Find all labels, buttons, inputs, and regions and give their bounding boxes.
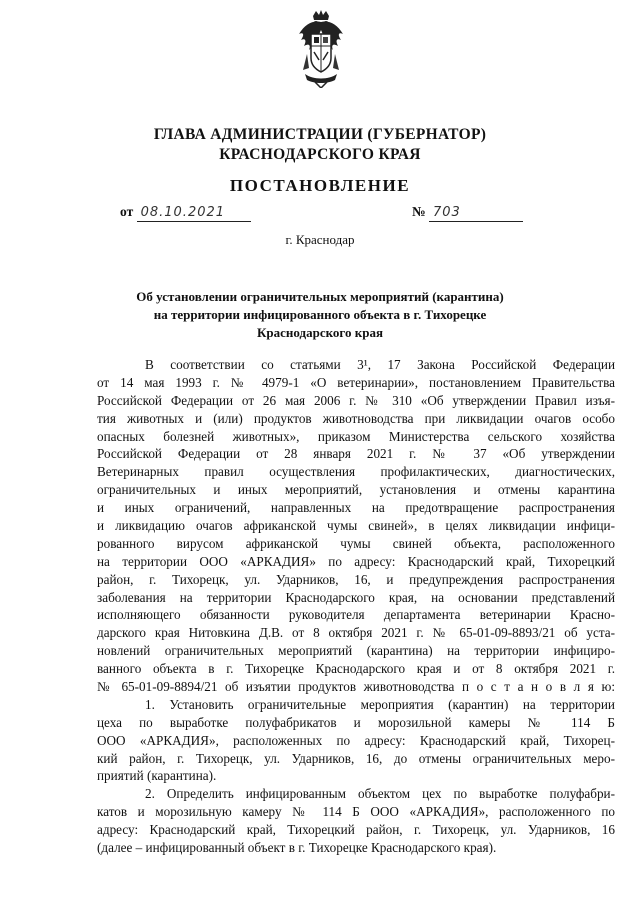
body-line: исполняющего обязанности руководителя департамента ветеринарии Красно- [97, 607, 615, 623]
body-line: кий район, г. Тихорецк, ул. Ударников, 16, до отмены ограничительных меро- [97, 750, 615, 766]
body-line: катов и морозильную камеру № 114 Б ООО «АРКАДИЯ», расположенного по [97, 804, 615, 820]
body-line: опасных болезней животных», приказом Министерства сельского хозяйства [97, 428, 615, 444]
number-field [412, 204, 523, 222]
body-line: ванного объекта в г. Тихорецке Краснодарского края и от 8 октября 2021 г. [97, 661, 615, 677]
body-line: 1. Установить ограничительные мероприятия (карантин) на территории [145, 696, 615, 712]
number-value: 703 [429, 205, 523, 222]
body-line: на территории ООО «АРКАДИЯ» по адресу: Краснодарский край, Тихорецкий [97, 553, 615, 569]
date-field [120, 204, 251, 222]
body-line: № 65-01-09-8894/21 об изъятии продуктов животноводства п о с т а н о в л я ю: [97, 679, 615, 695]
header-line-2: КРАСНОДАРСКОГО КРАЯ [219, 146, 421, 163]
body-line: дарского края Нитовкина Д.В. от 8 октября 2021 г. № 65-01-09-8893/21 об уста- [97, 625, 615, 641]
body-line: и иных ограничений, направленных на предотвращение распространения [97, 500, 615, 516]
body-line: адресу: Краснодарский край, Тихорецкий район, г. Тихорецк, ул. Ударников, 16 [97, 822, 615, 838]
body-line: 2. Определить инфицированным объектом цех по выработке полуфабри- [145, 786, 615, 802]
title-line-3: Краснодарского края [256, 325, 384, 340]
title-line-2: на территории инфицированного объекта в г. Тихорецке [153, 307, 487, 322]
date-prefix: от [120, 204, 134, 219]
title-line-1: Об установлении ограничительных мероприятий (карантина) [136, 289, 504, 304]
body-line: Ветеринарных правил осуществления профилактических, диагностических, [97, 464, 615, 480]
body-line: от 14 мая 1993 г. № 4979-1 «О ветеринарии», постановлением Правительства [97, 374, 615, 390]
body-line: (далее – инфицированный объект в г. Тихорецке Краснодарского края). [97, 840, 497, 856]
decree-body [97, 356, 615, 857]
body-line: район, г. Тихорецк, ул. Ударников, 16, и предупреждения распространения [97, 571, 615, 587]
city-label: г. Краснодар [285, 232, 355, 247]
body-line: В соответствии со статьями 3¹, 17 Закона Российской Федерации [145, 357, 615, 372]
body-line: заболевания на территории Краснодарского края, на основании представлений [97, 589, 615, 605]
body-line: Российской Федерации от 28 января 2021 г. № 37 «Об утверждении [97, 446, 615, 462]
body-line: тия животных и (или) продуктов животноводства при ликвидации очагов особо [97, 410, 615, 426]
number-prefix: № [412, 204, 426, 219]
body-line: приятий (карантина). [97, 768, 217, 784]
body-line: рованного вирусом африканской чумы свиней объекта, расположенного [97, 535, 615, 551]
body-line: Российской Федерации от 26 мая 2006 г. № 310 «Об утверждении Правил изъя- [97, 392, 615, 408]
document-type-heading: ПОСТАНОВЛЕНИЕ [229, 176, 411, 195]
body-line: новлений ограничительных мероприятий (карантина) на территории инфициро- [97, 643, 615, 659]
body-line: цеха по выработке полуфабрикатов и морозильной камеры № 114 Б [97, 714, 615, 730]
body-line: ООО «АРКАДИЯ», расположенных по адресу: Краснодарский край, Тихорец- [97, 732, 615, 748]
body-line: и ликвидацию очагов африканской чумы свиней», в целях ликвидации инфици- [97, 518, 615, 534]
header-line-1: ГЛАВА АДМИНИСТРАЦИИ (ГУБЕРНАТОР) [153, 126, 487, 143]
date-value: 08.10.2021 [137, 205, 251, 222]
krasnodar-coat-of-arms-icon [295, 10, 347, 88]
body-line: ограничительных и иных мероприятий, установления и отмены карантина [97, 482, 615, 498]
